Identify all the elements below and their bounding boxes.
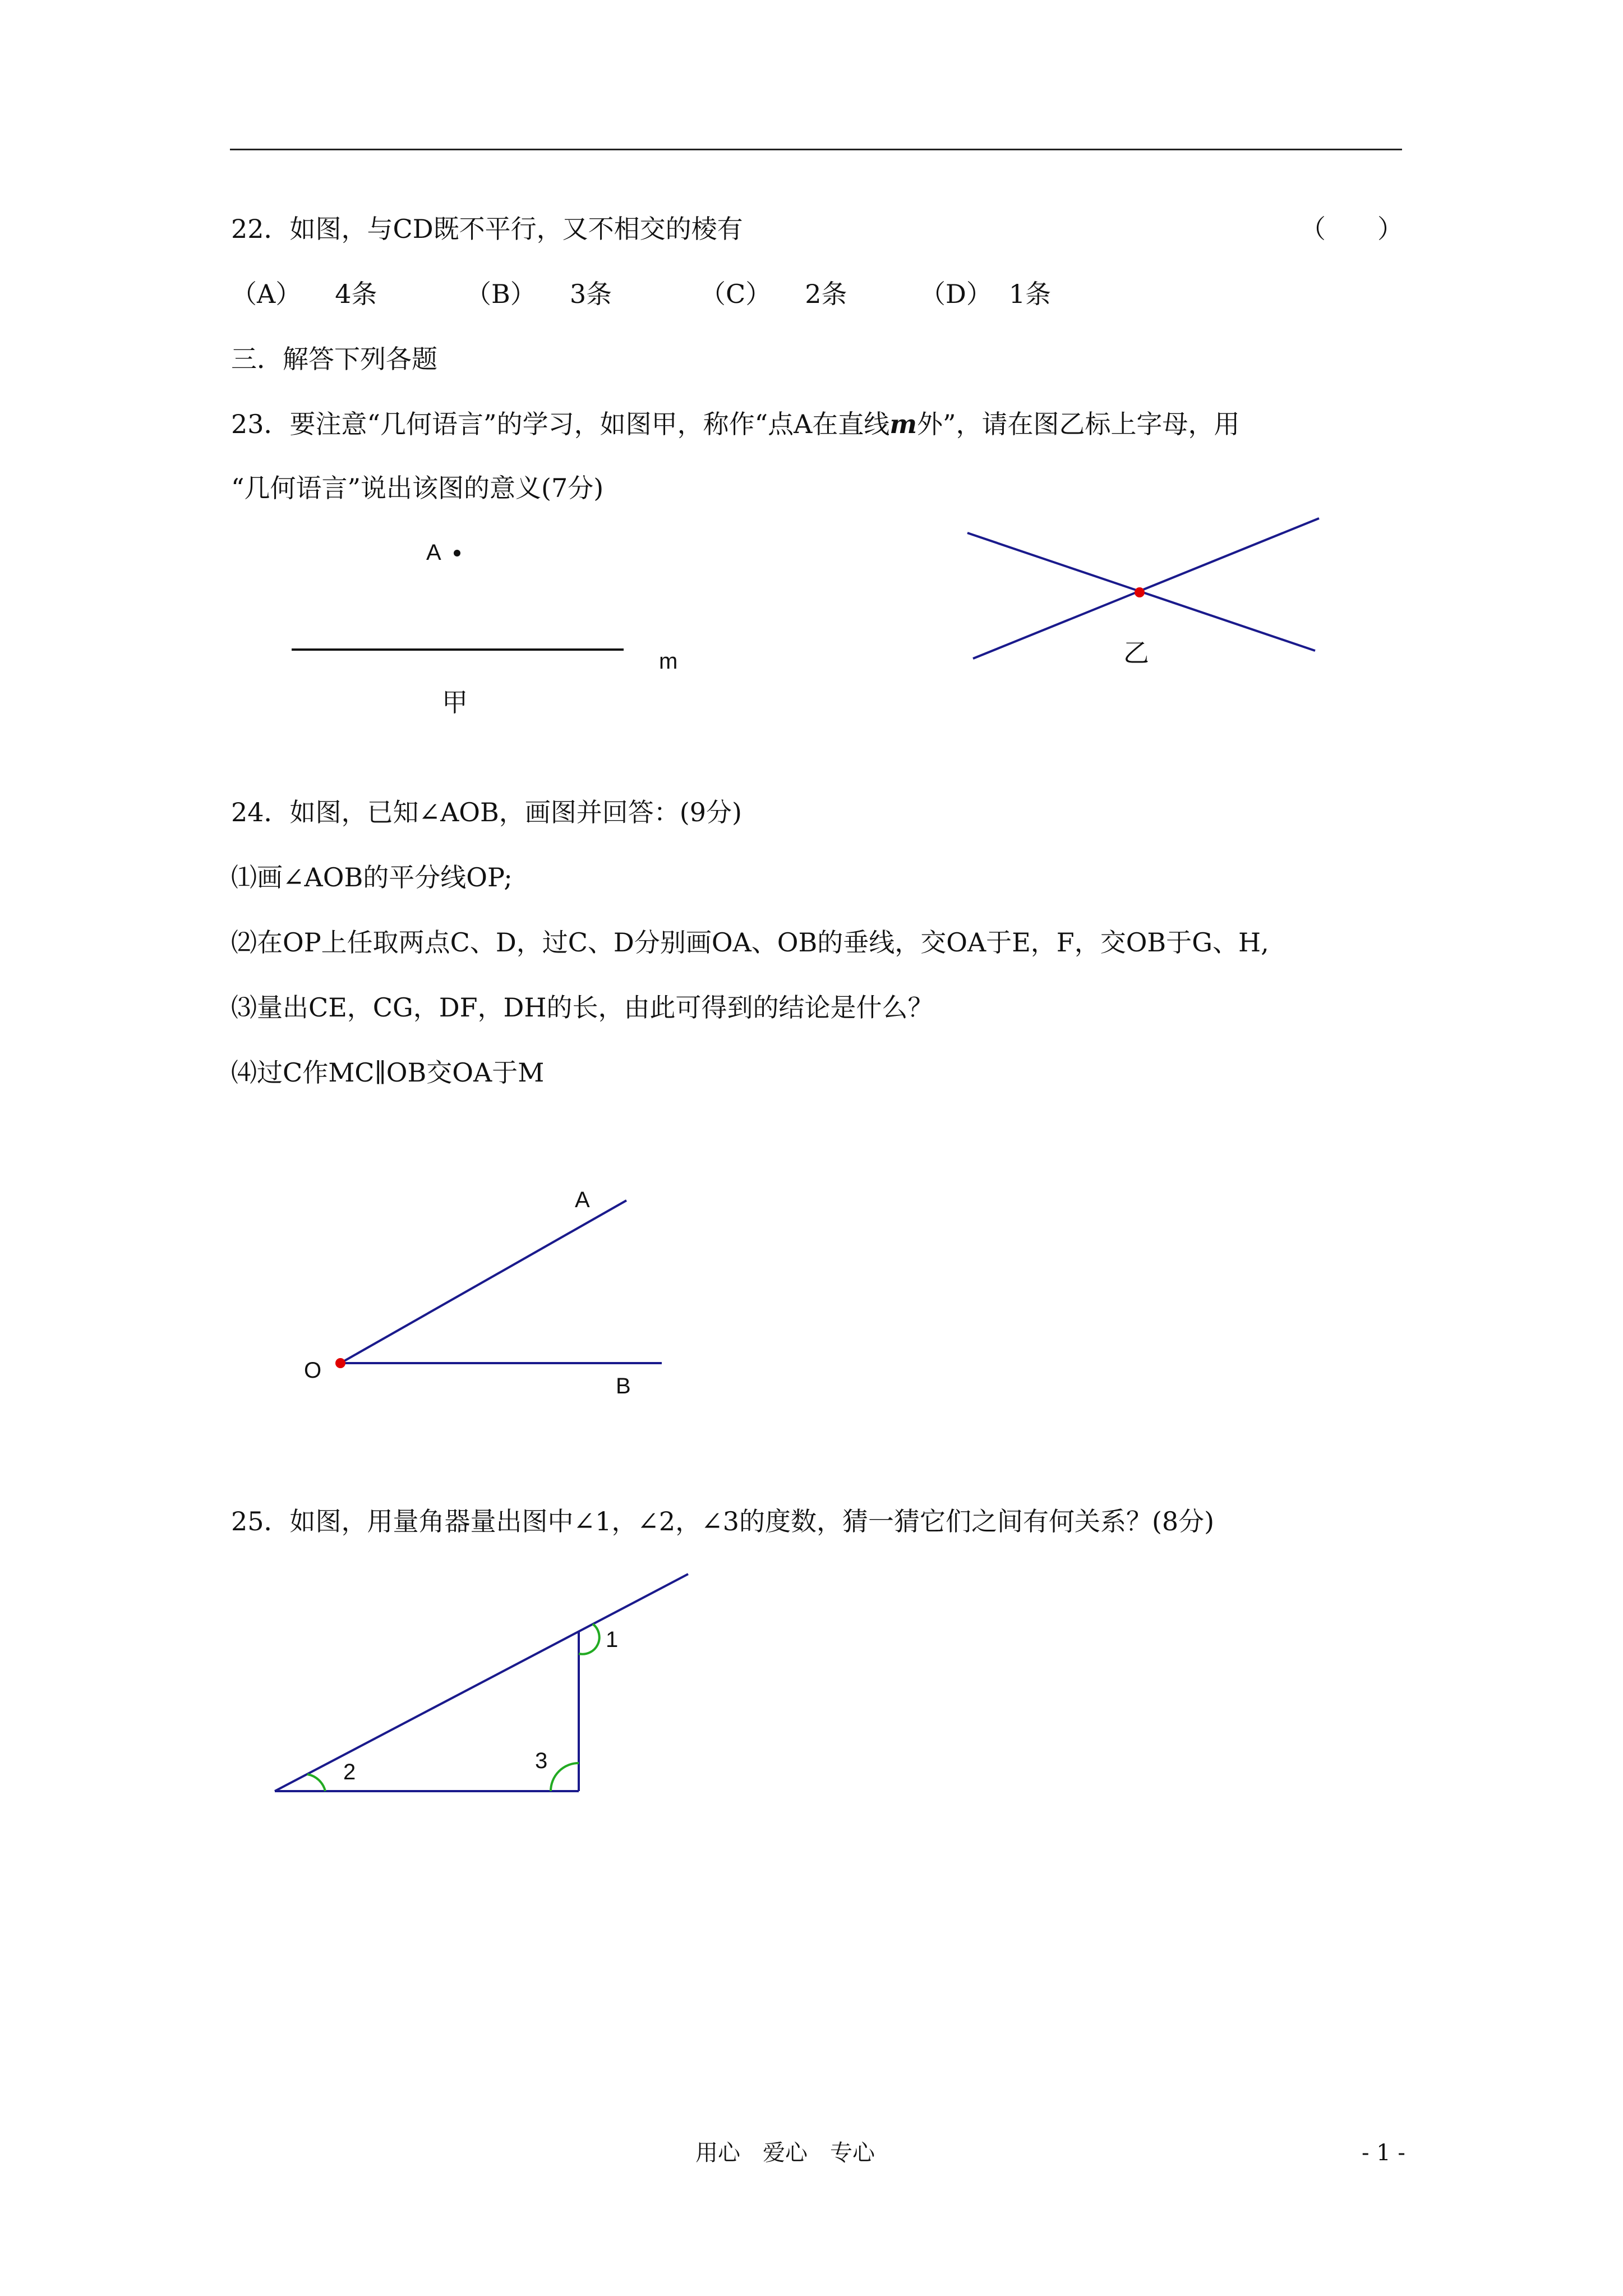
ray-oa bbox=[340, 1200, 626, 1363]
angle-3-label: 3 bbox=[535, 1749, 548, 1773]
label-b: B bbox=[616, 1374, 631, 1398]
q24-item-3: ⑶量出CE，CG，DF，DH的长，由此可得到的结论是什么？ bbox=[231, 992, 934, 1023]
label-a: A bbox=[575, 1188, 590, 1212]
q24-item-4: ⑷过C作MC∥OB交OA于M bbox=[231, 1057, 545, 1088]
q24-item-1: ⑴画∠AOB的平分线OP; bbox=[231, 862, 513, 892]
q25-stem: 25．如图，用量角器量出图中∠1，∠2，∠3的度数，猜一猜它们之间有何关系？(8分) bbox=[231, 1506, 1215, 1536]
point-a-dot bbox=[454, 550, 460, 556]
figure-yi-caption: 乙 bbox=[1123, 638, 1149, 668]
angle-2-arc bbox=[307, 1774, 325, 1791]
angle-1-arc bbox=[579, 1624, 600, 1654]
choice-key: （A） bbox=[231, 279, 302, 309]
intersection-point bbox=[1135, 587, 1145, 597]
angle-1-label: 1 bbox=[606, 1627, 619, 1652]
figure-jia bbox=[292, 540, 677, 717]
hypotenuse-line bbox=[275, 1574, 688, 1791]
point-a-label: A bbox=[426, 540, 441, 565]
line-m-label: m bbox=[659, 649, 678, 674]
angle-2-label: 2 bbox=[343, 1760, 356, 1784]
angle-3-arc bbox=[551, 1763, 579, 1791]
figure-jia-caption: 甲 bbox=[442, 687, 468, 717]
q24-item-2: ⑵在OP上任取两点C、D，过C、D分别画OA、OB的垂线，交OA于E，F，交OB于G、H, bbox=[231, 927, 1269, 958]
footer-motto: 用心 爱心 专心 bbox=[695, 2140, 875, 2166]
choice-text: 3条 bbox=[569, 279, 612, 309]
q23-line1-pre: 23．要注意“几何语言”的学习，如图甲，称作“点A在直线 bbox=[231, 409, 890, 439]
q23-line1-post: 外”，请在图乙标上字母，用 bbox=[917, 409, 1240, 439]
q23-line-m: m bbox=[889, 409, 917, 439]
page-number: - 1 - bbox=[1362, 2140, 1405, 2166]
choice-key: （B） bbox=[465, 279, 536, 309]
section-3-heading: 三．解答下列各题 bbox=[231, 344, 437, 374]
q23-line2: “几何语言”说出该图的意义(7分) bbox=[231, 473, 604, 503]
choice-text: 1条 bbox=[1008, 279, 1052, 309]
q22-answer-paren: （ ） bbox=[1300, 214, 1403, 244]
vertex-o-dot bbox=[335, 1358, 345, 1368]
q24-stem: 24．如图，已知∠AOB，画图并回答：(9分) bbox=[231, 797, 742, 827]
choice-key: （C） bbox=[700, 279, 772, 309]
figure-yi bbox=[967, 518, 1319, 668]
choice-key: （D） bbox=[920, 279, 992, 309]
q22-stem: 22．如图，与CD既不平行，又不相交的棱有 bbox=[231, 214, 743, 244]
choice-text: 4条 bbox=[335, 279, 377, 309]
figure-angle-aob bbox=[304, 1188, 662, 1398]
figure-triangle bbox=[275, 1574, 688, 1791]
choice-text: 2条 bbox=[805, 279, 847, 309]
label-o: O bbox=[304, 1358, 322, 1383]
